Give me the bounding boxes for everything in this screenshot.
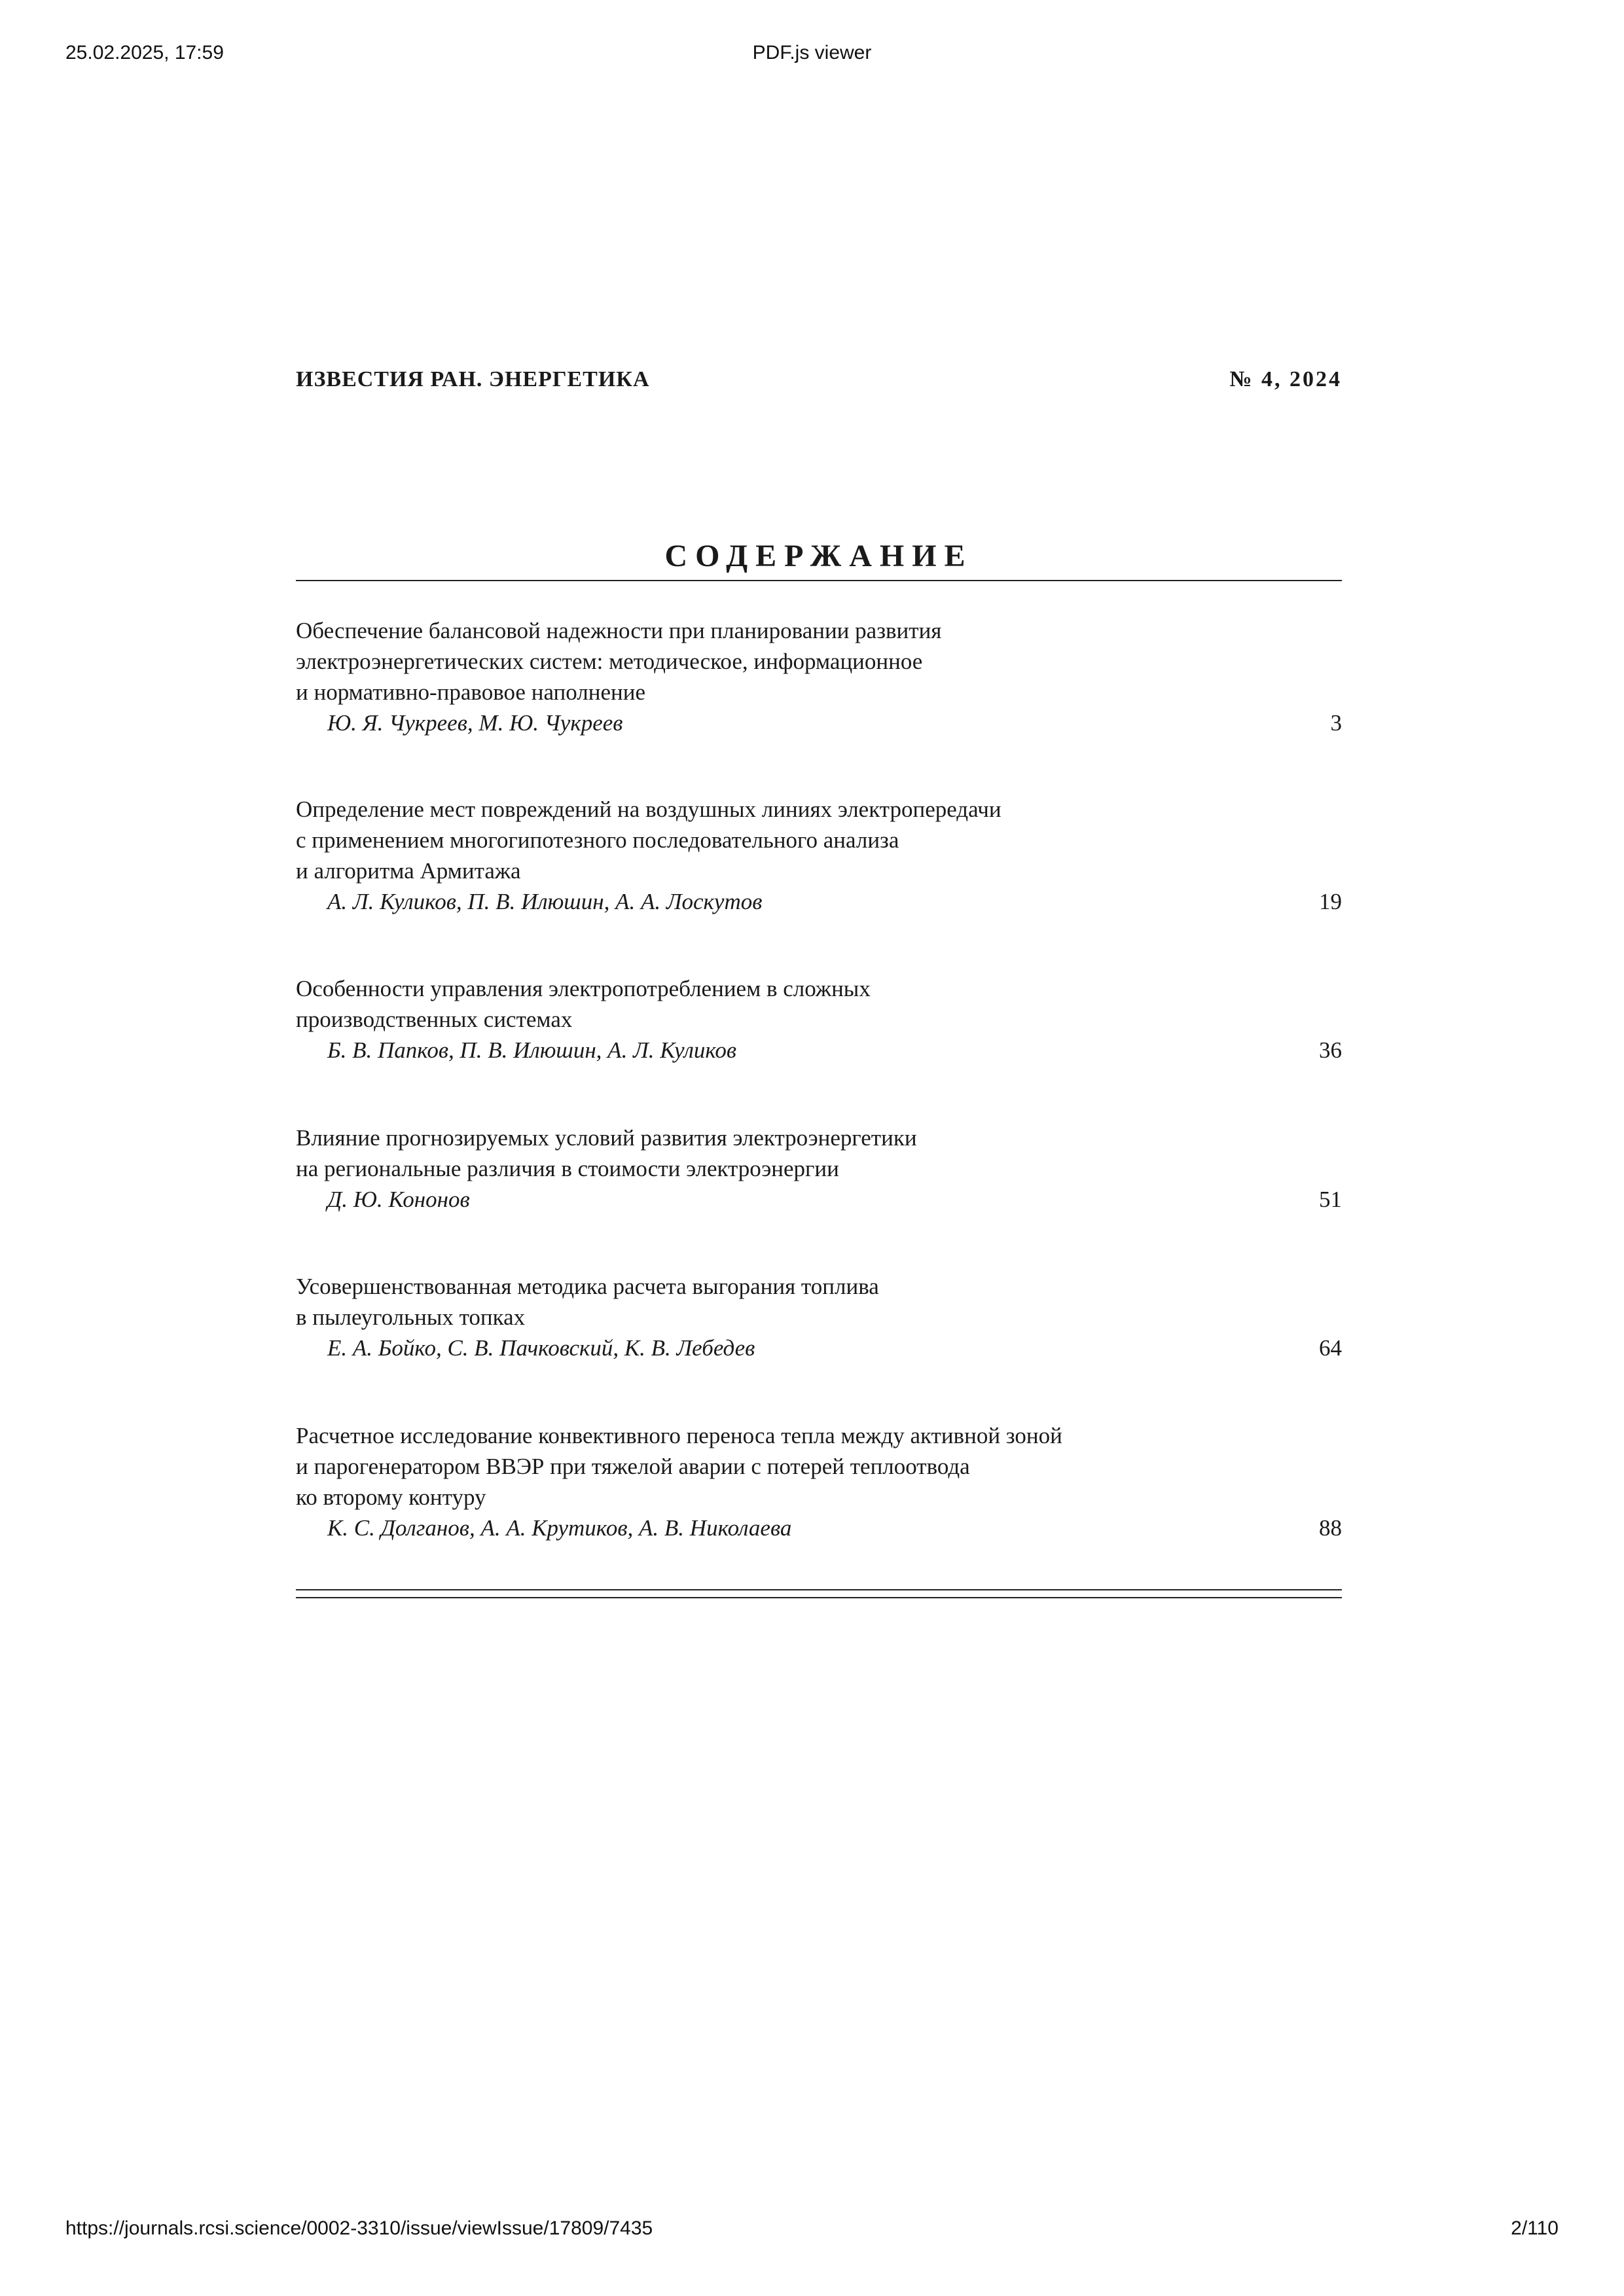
toc-entry-page: 19: [1319, 889, 1342, 914]
toc-entry-title-line: Особенности управления электропотреблением в сложных: [296, 976, 871, 1001]
toc-entry-authors: А. Л. Куликов, П. В. Илюшин, А. А. Лоскутов: [327, 889, 763, 914]
end-rule-bottom: [296, 1597, 1342, 1598]
toc-entry[interactable]: [296, 1420, 1342, 1543]
print-footer: [0, 2217, 1624, 2244]
toc-entry-authors: Б. В. Папков, П. В. Илюшин, А. Л. Куликов: [327, 1037, 737, 1063]
toc-entry-page: 51: [1319, 1187, 1342, 1212]
toc-entry-title-line: производственных системах: [296, 1007, 573, 1032]
journal-running-header: [296, 367, 1342, 396]
toc-entry-title-line: электроэнергетических систем: методическое, информационное: [296, 649, 923, 674]
toc-entry[interactable]: [296, 615, 1342, 738]
toc-entry-page: 3: [1330, 710, 1342, 736]
toc-entry[interactable]: [296, 1122, 1342, 1215]
toc-entry-page: 36: [1319, 1037, 1342, 1063]
toc-entry-title-line: Усовершенствованная методика расчета выгорания топлива: [296, 1274, 879, 1299]
source-url[interactable]: https://journals.rcsi.science/0002-3310/issue/viewIssue/17809/7435: [65, 2217, 653, 2239]
toc-entry-page: 64: [1319, 1335, 1342, 1361]
journal-issue: № 4, 2024: [1229, 367, 1342, 391]
toc-entry[interactable]: [296, 794, 1342, 917]
toc-entry-title-line: Определение мест повреждений на воздушных линиях электропередачи: [296, 797, 1001, 822]
print-header: [0, 42, 1624, 68]
toc-entry-title-line: с применением многогипотезного последовательного анализа: [296, 827, 899, 853]
toc-entry-title-line: в пылеугольных топках: [296, 1304, 526, 1330]
toc-entry-title-line: Расчетное исследование конвективного переноса тепла между активной зоной: [296, 1423, 1062, 1448]
journal-name: ИЗВЕСТИЯ РАН. ЭНЕРГЕТИКА: [296, 367, 650, 391]
toc-entry-title-line: на региональные различия в стоимости электроэнергии: [296, 1156, 839, 1181]
toc-entry[interactable]: [296, 973, 1342, 1066]
toc-entry-title-line: и алгоритма Армитажа: [296, 858, 521, 884]
toc-entry-authors: Ю. Я. Чукреев, М. Ю. Чукреев: [327, 710, 623, 736]
toc-entry-title-line: ко второму контуру: [296, 1484, 486, 1510]
toc-entry-title-line: и парогенератором ВВЭР при тяжелой аварии с потерей теплоотвода: [296, 1454, 970, 1479]
toc-entry-authors: К. С. Долганов, А. А. Крутиков, А. В. Николаева: [327, 1515, 792, 1541]
end-rule-top: [296, 1589, 1342, 1590]
toc-entry-authors: Е. А. Бойко, С. В. Пачковский, К. В. Лебедев: [327, 1335, 755, 1361]
toc-entry-page: 88: [1319, 1515, 1342, 1541]
toc-entry-authors: Д. Ю. Кононов: [327, 1187, 470, 1212]
toc-entry[interactable]: [296, 1271, 1342, 1363]
viewer-title: PDF.js viewer: [752, 42, 872, 63]
toc-entry-title-line: Влияние прогнозируемых условий развития электроэнергетики: [296, 1125, 917, 1151]
heading-rule: [296, 580, 1342, 581]
toc-entry-title-line: и нормативно-правовое наполнение: [296, 679, 646, 705]
contents-heading: СОДЕРЖАНИЕ: [664, 539, 973, 573]
page-counter: 2/110: [1511, 2217, 1559, 2239]
print-datetime: 25.02.2025, 17:59: [65, 42, 224, 63]
toc-entry-title-line: Обеспечение балансовой надежности при планировании развития: [296, 618, 942, 643]
